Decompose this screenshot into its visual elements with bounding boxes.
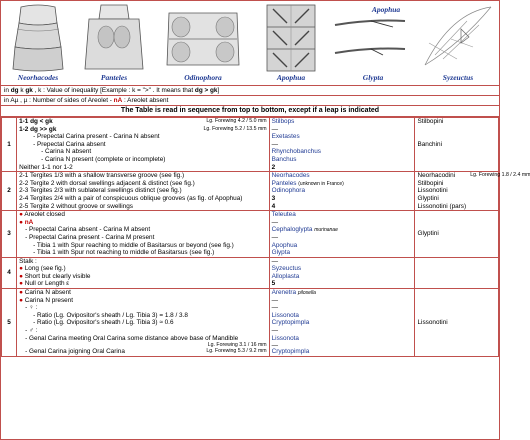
genus-link[interactable]: Arenetra	[271, 289, 297, 297]
odinophora-figure	[163, 3, 243, 73]
leap-link[interactable]: 2	[271, 163, 276, 171]
figure-strip	[1, 1, 499, 86]
genus-link[interactable]: Cryptopimpla	[271, 348, 310, 356]
row-number: 1	[2, 118, 17, 172]
genus-link[interactable]: Apophua	[271, 241, 298, 249]
table-row	[2, 289, 499, 357]
genus-link[interactable]: Panteles	[271, 179, 297, 187]
row-description: ● Carina N absent ● Carina N present - ♀ : - Ratio (Lg. Ovipositor's sheath / Lg. Tibia 3) = 1.8 / 3.8 - Ratio (Lg. Ovipositor's sheath / Lg. Tibia 3) ≈ 0.6 - ♂ : - Genal Carina meeting Oral Carina some distance above base of Mandible Lg. Forewing 3.1 / 16 mm - Genal Carina joigning Oral Carina Lg. Forewing 5.3 / 9.2 mm	[17, 289, 270, 357]
tribe-cell: Glyptini	[415, 211, 499, 258]
row-description: 2-1 Tergites 1/3 with a shallow transverse groove (see fig.) 2-2 Tergite 2 with dorsal swellings adjacent & distinct (see fig.) 2-3 Tergites 2/3 with sublateral swellings distinct (see fig.) 2-4 Tergites 2/4 with a pair of conspicuous oblique grooves (as fig. of Apophua) 2-5 Tergite 2 without groove or swellings	[17, 172, 270, 211]
genus-link[interactable]: Odinophora	[271, 187, 305, 195]
genus-link[interactable]: Rhynchobanchus	[271, 148, 321, 156]
genus-link[interactable]: Alloplasta	[271, 272, 300, 280]
table-row	[2, 118, 499, 172]
genus-link[interactable]: Exetastes	[271, 133, 300, 141]
genus-link[interactable]: Glypta	[271, 249, 291, 257]
caption-panteles: Panteles	[100, 73, 128, 82]
leap-link[interactable]: 5	[271, 280, 276, 288]
caption-glypta: Glypta	[362, 73, 384, 82]
tribe-cell: Lissonotini	[415, 289, 499, 357]
table-row	[2, 257, 499, 288]
genus-link[interactable]: Banchus	[271, 155, 297, 163]
leap-link[interactable]: 4	[271, 202, 276, 210]
row-description: ● Areolet closed ● nA - Prepectal Carina absent - Carina M absent - Prepectal Carina present - Carina M present - Tibia 1 with Spur reaching to middle of Basitarsus or beyond (see fig.) - Tibia 1 with Spur not reaching to middle of Basitarsus (see fig.)	[17, 211, 270, 258]
tribe-cell: Neorhacodini Stilbopini Lissonotini Glyptini Lissonotini (pars)	[415, 172, 499, 211]
genus-link[interactable]: Cryptopimpla	[271, 319, 310, 327]
row-number: 2	[2, 172, 17, 211]
genus-cell: Arenetra pilosella — — Lissonota Cryptopimpla — Lissonota — Cryptopimpla	[269, 289, 415, 357]
genus-cell: Neorhacodes Lg. Forewing 1.8 / 2.4 mm Panteles (unknown in France) Odinophora 3 4	[269, 172, 415, 211]
genus-cell: — Syzeuctus Alloplasta 5	[269, 257, 415, 288]
row-number: 4	[2, 257, 17, 288]
genus-cell: Teleutea — Cephaloglypta murinanae — Apophua Glypta	[269, 211, 415, 258]
reading-instruction-banner: The Table is read in sequence from top to bottom, except if a leap is indicated	[1, 106, 499, 117]
caption-odinophora: Odinophora	[184, 73, 222, 82]
row-description: Stalk : ● Long (see fig.) ● Short but clearly visible ● Null or Length ε	[17, 257, 270, 288]
apophua-figure	[263, 3, 319, 73]
neorhacodes-figure	[7, 3, 69, 73]
identification-table	[1, 117, 530, 357]
row-description: 1-1 dg < gk Lg. Forewing 4.2 / 5.0 mm 1-2 dg >> gk Lg. Forewing 5.2 / 13.5 mm - Prepectal Carina present - Carina N absent - Prepectal Carina absent - Carina N absent - Carina N present (complete or incomplete) Neither 1-1 nor 1-2	[17, 118, 270, 172]
row-number: 5	[2, 289, 17, 357]
genus-link[interactable]: Lissonota	[271, 311, 299, 319]
panteles-figure	[79, 3, 149, 73]
genus-link[interactable]: Neorhacodes	[271, 172, 310, 180]
label-apophua-leg: Apophua	[371, 5, 401, 14]
table-row	[2, 172, 499, 211]
genus-link[interactable]: Cephaloglypta	[271, 226, 313, 234]
inequality-note: in dg k gk , k : Value of inequality [Example : k = ">" . It means that dg > gk]	[1, 86, 499, 96]
genus-link[interactable]: Stilbops	[271, 118, 295, 125]
caption-neorhacodes: Neorhacodes	[17, 73, 59, 82]
genus-cell: Stilbops — Exetastes — Rhynchobanchus Banchus 2	[269, 118, 415, 172]
syzeuctus-figure	[421, 3, 495, 73]
row-number: 3	[2, 211, 17, 258]
tribe-cell: Stilbopini Banchini	[415, 118, 499, 172]
areolet-note: in Aµ , µ : Number of sides of Areolet - nA : Areolet absent	[1, 96, 499, 106]
genus-link[interactable]: Syzeuctus	[271, 265, 302, 273]
caption-apophua: Apophua	[276, 73, 306, 82]
genus-link[interactable]: Lissonota	[271, 334, 299, 342]
leap-link[interactable]: 3	[271, 194, 276, 202]
genus-link[interactable]: Teleutea	[271, 211, 296, 219]
table-row	[2, 211, 499, 258]
caption-syzeuctus: Syzeuctus	[442, 73, 474, 82]
tribe-cell	[415, 257, 499, 288]
